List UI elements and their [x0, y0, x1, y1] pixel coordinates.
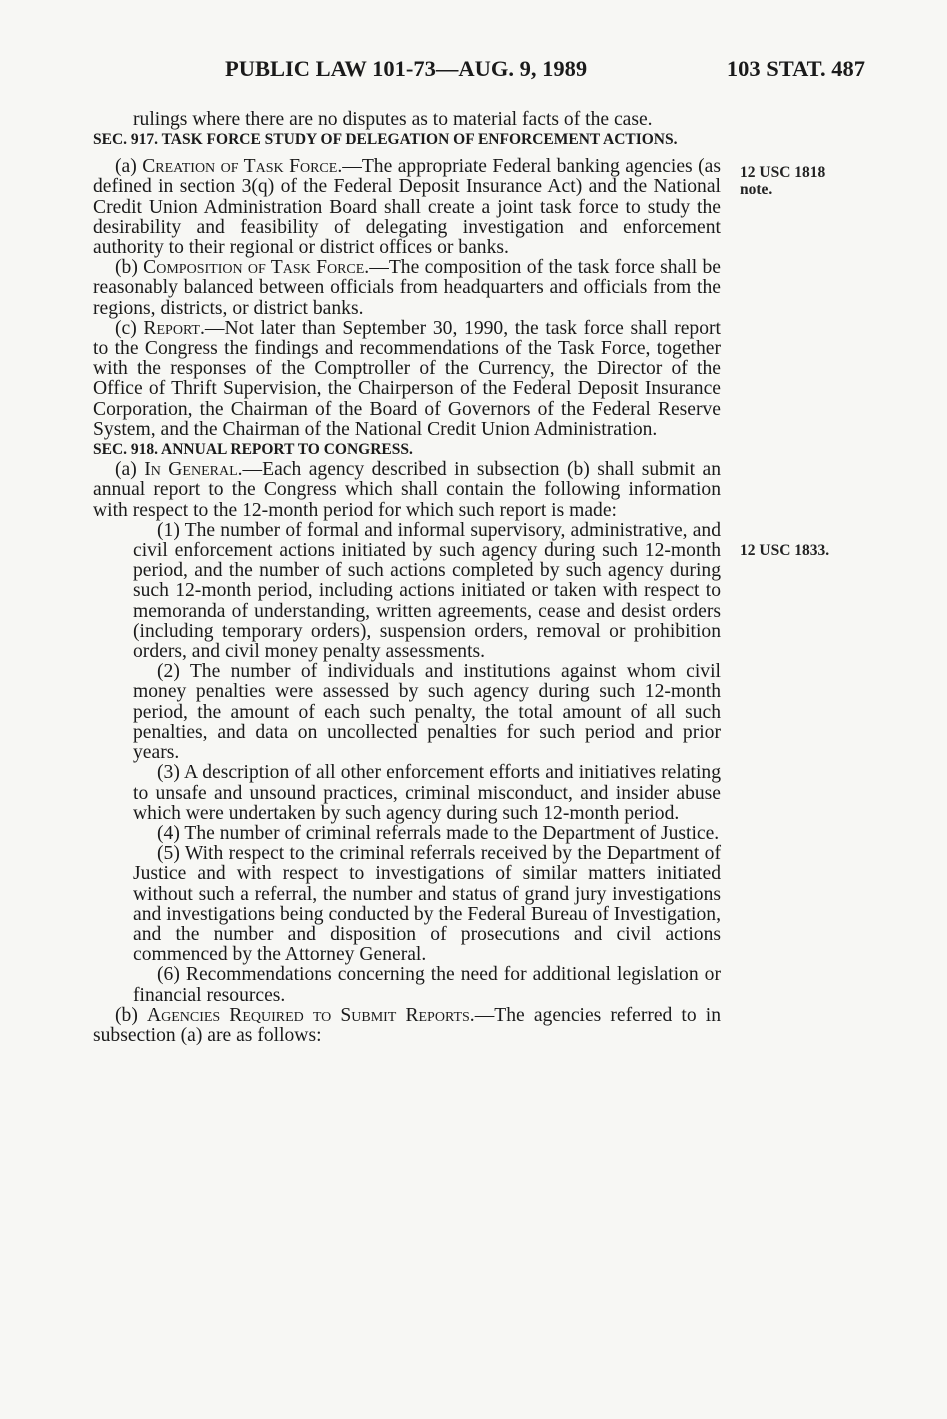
margin-note-sec917: 12 USC 1818 note. [740, 164, 826, 198]
sec917-subsection-a: (a) Creation of Task Force.—The appropriate Federal banking agencies (as defined in section 3(q) of the Federal Deposit Insurance Act) and the National Credit Union Administration Board shall create a joint task force to study the desirability and feasibility of delegating investigation and enforcement authority to their regional or district offices or banks. [93, 156, 721, 259]
sec918-paragraph-4: (4) The number of criminal referrals made to the Department of Justice. [157, 822, 720, 844]
section-917-heading: SEC. 917. TASK FORCE STUDY OF DELEGATION OF ENFORCEMENT ACTIONS. [93, 131, 678, 149]
sec918-paragraph-1: (1) The number of formal and informal supervisory, administrative, and civil enforcement actions initiated by such agency during such 12-month period, and the number of such actions completed by such agency during such 12-month period, including actions initiated or taken with respect to memoranda of understanding, written agreements, cease and desist orders (including temporary orders), suspension orders, removal or prohibition orders, and civil money penalty assessments. [133, 519, 721, 663]
sec918-paragraph-5: (5) With respect to the criminal referrals received by the Department of Justice and with respect to investigations of similar matters initiated without such a referral, the number and status of grand jury investigations and investigations being conducted by the Federal Bureau of Investigation, and the number and disposition of prosecutions and civil actions commenced by the Attorney General. [133, 843, 721, 966]
sec918-subsection-a: (a) In General.—Each agency described in subsection (b) shall submit an annual report to the Congress which shall contain the following information with respect to the 12-month period for which such report is made: [93, 459, 721, 521]
sec918-paragraph-3: (3) A description of all other enforcement efforts and initiatives relating to unsafe and unsound practices, criminal misconduct, and insider abuse which were undertaken by such agency during such 12-month period. [133, 762, 721, 824]
sec917-subsection-c: (c) Report.—Not later than September 30, 1990, the task force shall report to the Congress the findings and recommendations of the Task Force, together with the responses of the Comptroller of the Currency, the Director of the Office of Thrift Supervision, the Chairperson of the Federal Deposit Insurance Corporation, the Chairman of the Board of Governors of the Federal Reserve System, and the Chairman of the National Credit Union Administration. [93, 317, 721, 440]
sec918-paragraph-2: (2) The number of individuals and institutions against whom civil money penalties were assessed by such agency during such 12-month period, the amount of each such penalty, the total amount of all such penalties, and data on uncollected penalties for such period and prior years. [133, 661, 721, 764]
intro-continuation: rulings where there are no disputes as to material facts of the case. [133, 109, 653, 130]
header-statute-page: 103 STAT. 487 [726, 56, 865, 81]
running-header [225, 56, 865, 86]
margin-note-sec918: 12 USC 1833. [740, 542, 830, 559]
header-law-citation: PUBLIC LAW 101-73—AUG. 9, 1989 [225, 56, 588, 81]
section-918-heading: SEC. 918. ANNUAL REPORT TO CONGRESS. [93, 441, 413, 459]
sec918-paragraph-6: (6) Recommendations concerning the need for additional legislation or financial resources. [133, 964, 721, 1006]
sec918-subsection-b: (b) Agencies Required to Submit Reports.—The agencies referred to in subsection (a) are as follows: [93, 1004, 721, 1046]
sec917-subsection-b: (b) Composition of Task Force.—The composition of the task force shall be reasonably balanced between officials from headquarters and officials from the regions, districts, or district banks. [93, 257, 721, 319]
document-body [93, 110, 721, 1046]
